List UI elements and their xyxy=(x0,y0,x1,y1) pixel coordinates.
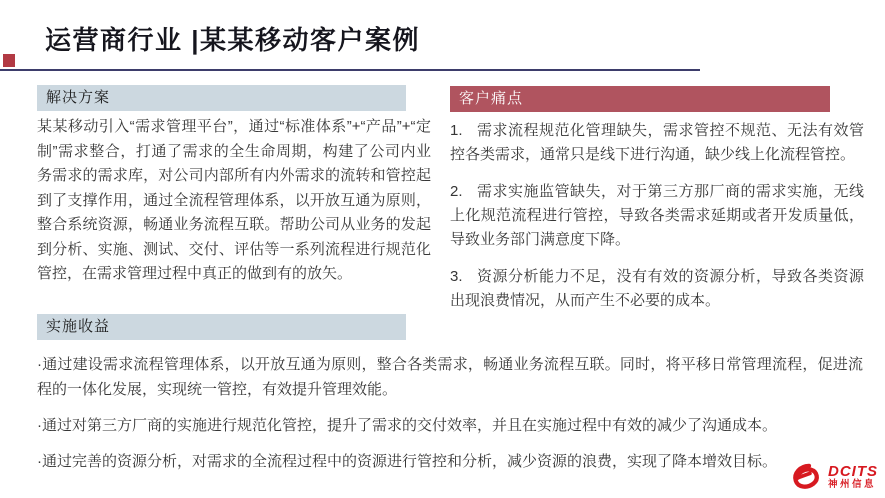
title-divider-line xyxy=(0,69,700,71)
pain-item-number: 2. xyxy=(450,183,463,200)
red-accent-block xyxy=(3,54,15,67)
company-logo xyxy=(786,462,878,492)
pain-item-number: 1. xyxy=(450,122,463,139)
pain-item xyxy=(450,265,864,313)
benefit-item: ·通过对第三方厂商的实施进行规范化管控，提升了需求的交付效率，并且在实施过程中有效的减少了沟通成本。 xyxy=(37,417,778,434)
pain-item xyxy=(450,119,864,167)
logo-text-block xyxy=(828,464,878,490)
pain-section-header: 客户痛点 xyxy=(450,86,830,112)
pain-item-text: 资源分析能力不足，没有有效的资源分析，导致各类资源出现浪费情况，从而产生不必要的成本。 xyxy=(450,268,864,309)
benefit-list xyxy=(37,352,863,485)
pain-item-number: 3. xyxy=(450,268,463,285)
benefit-item: ·通过建设需求流程管理体系，以开放互通为原则，整合各类需求，畅通业务流程互联。同时，将平移日常管理流程，促进流程的一体化发展，实现统一管控，有效提升管理效能。 xyxy=(37,356,863,398)
benefit-section-header: 实施收益 xyxy=(37,314,406,340)
logo-name: DCITS xyxy=(828,463,878,481)
solution-section-header: 解决方案 xyxy=(37,85,406,111)
pain-item-text: 需求实施监管缺失，对于第三方那厂商的需求实施，无线上化规范流程进行管控，导致各类需求延期或者开发质量低，导致业务部门满意度下降。 xyxy=(450,183,864,248)
pain-points-list xyxy=(450,119,864,326)
pain-item-text: 需求流程规范化管理缺失，需求管控不规范、无法有效管控各类需求，通常只是线下进行沟通，缺少线上化流程管控。 xyxy=(450,122,864,163)
benefit-item: ·通过完善的资源分析，对需求的全流程过程中的资源进行管控和分析，减少资源的浪费，实现了降本增效目标。 xyxy=(37,453,778,470)
pain-item xyxy=(450,180,864,252)
solution-body-text: 某某移动引入“需求管理平台”，通过“标准体系”+“产品”+“定制”需求整合，打通了需求的全生命周期，构建了公司内业务需求的需求库，对公司内部所有内外需求的流转和管控起到了支撑作用，通过全流程管理体系，以开放互通为原则，整合系统资源，畅通业务流程互联。帮助公司从业务的发起到分析、实施、测试、交付、评估等一系列流程进行规范化管控，在需求管理过程中真正的做到有的放矢。 xyxy=(37,118,431,282)
dcits-swirl-icon xyxy=(786,462,824,492)
page-title: 运营商行业 |某某移动客户案例 xyxy=(45,25,420,55)
logo-subtitle: 神州信息 xyxy=(828,478,877,490)
